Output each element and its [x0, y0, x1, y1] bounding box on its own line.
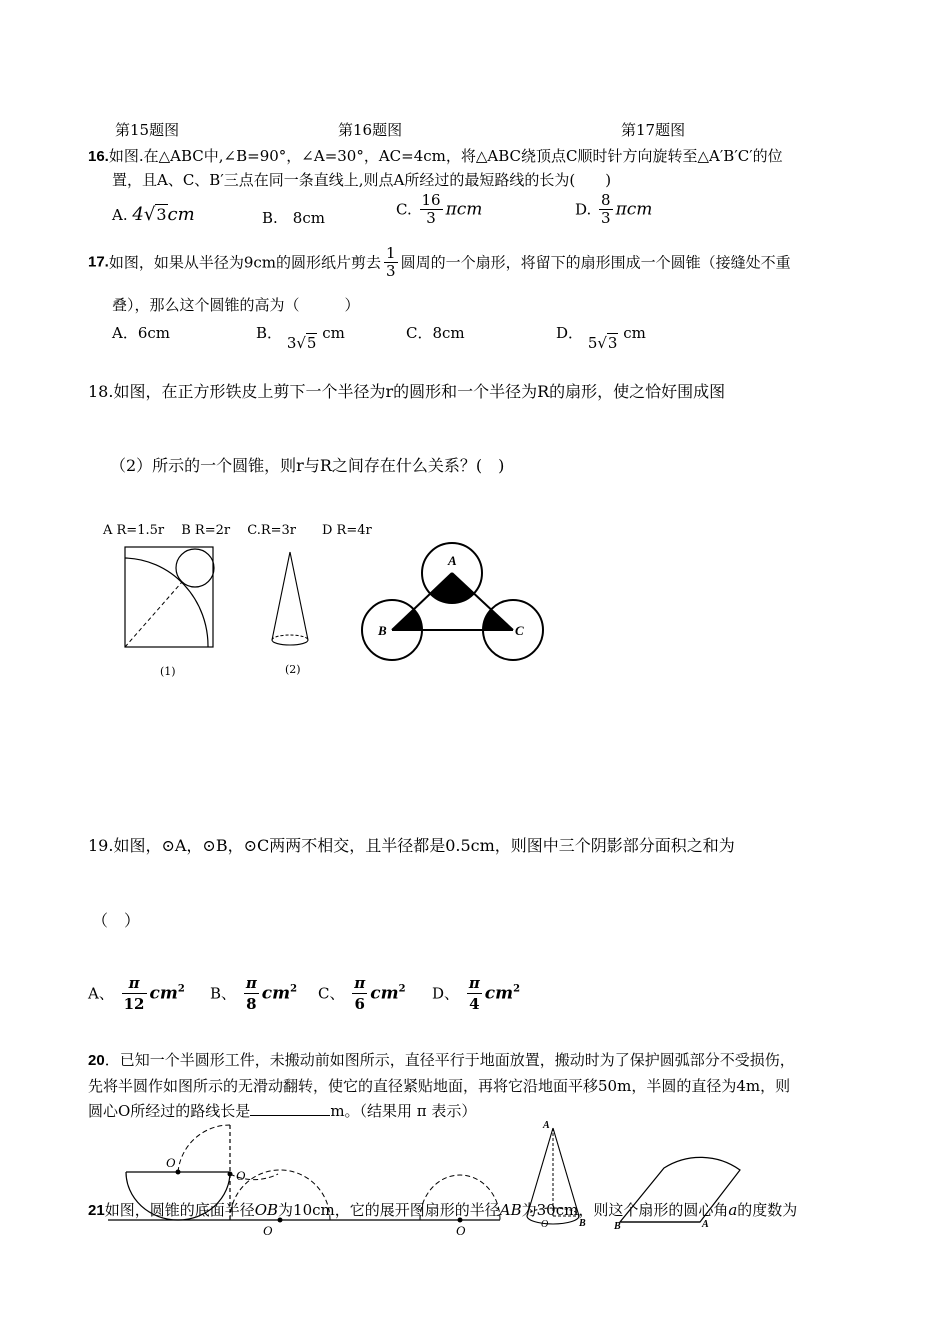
fig18-diagonal	[125, 582, 182, 647]
q19-opt-a-den: 12	[123, 995, 145, 1013]
q19-opt-d-label: D、	[432, 984, 460, 1003]
q16-line1	[88, 146, 783, 167]
q20-line3	[88, 1101, 476, 1121]
q21-number: 21	[88, 1202, 105, 1219]
label-o-3: O	[263, 1223, 273, 1238]
q16-opt-a-coef: 4	[132, 204, 144, 225]
q17-line1	[88, 245, 791, 280]
q17-number: 17.	[88, 253, 109, 271]
q16-number: 16.	[88, 148, 109, 165]
q16-opt-a-radicand: 3	[156, 205, 167, 224]
q19-line2: （ ）	[92, 911, 141, 930]
fig17-caption: 第17题图	[621, 121, 686, 139]
q18-line2: （2）所示的一个圆锥，则r与R之间存在什么关系？( )	[110, 456, 505, 475]
q21-ab: AB	[499, 1201, 522, 1219]
q20-line2: 先将半圆作如图所示的无滑动翻转，使它的直径紧贴地面，再将它沿地面平移50m，半圆的直径为4m，则	[88, 1077, 791, 1095]
fig18-square-figure	[120, 545, 220, 655]
q16-opt-c-label: C.	[396, 200, 412, 219]
q16-option-a: A. 4√3cm	[112, 204, 195, 225]
fig18-cone-base-back	[272, 635, 308, 640]
fig19-figure	[360, 538, 545, 663]
q18-line1: 18.如图，在正方形铁皮上剪下一个半径为r的圆形和一个半径为R的扇形，使之恰好围成图	[88, 382, 726, 401]
q16-opt-c-tail: πcm	[445, 199, 483, 220]
rotation-path-1	[178, 1125, 230, 1172]
q16-opt-a-label: A.	[112, 206, 128, 224]
q17-text1a: 如图，如果从半径为9cm的圆形纸片剪去	[108, 253, 382, 272]
label-o-1: O	[166, 1155, 176, 1170]
q20-answer-blank[interactable]	[250, 1101, 330, 1116]
label-o-2: O	[236, 1168, 246, 1183]
fig18-label-1: (1)	[160, 665, 176, 678]
q19-line1: 19.如图，⊙A，⊙B，⊙C两两不相交，且半径都是0.5cm，则图中三个阴影部分面积之和为	[88, 836, 735, 855]
q21-text-c: 为30cm，则这个扇形的圆心角	[521, 1201, 729, 1219]
label-b: B	[378, 623, 387, 638]
q16-opt-d-label: D.	[575, 200, 592, 219]
fig18-label-2: (2)	[285, 663, 301, 676]
q17-opt-b-unit: cm	[322, 324, 345, 342]
q16-opt-c-num: 16	[421, 191, 441, 209]
fig16-caption: 第16题图	[338, 121, 403, 139]
q21-text-b: 为10cm，它的展开图扇形的半径	[278, 1201, 500, 1219]
q19-opt-c-den: 6	[354, 995, 365, 1013]
q17-text1b: 圆周的一个扇形，将留下的扇形围成一个圆锥（接缝处不重	[400, 253, 791, 272]
q16-text1: 如图.在△ABC中,∠B=90°，∠A=30°，AC=4cm，将△ABC绕顶点C顺时针方向旋转至△A′B′C′的位	[108, 147, 783, 165]
q20-text1: ．已知一个半圆形工件，未搬动前如图所示，直径平行于地面放置，搬动时为了保护圆弧部分不受损伤，	[104, 1051, 795, 1069]
q16-opt-d-tail: πcm	[615, 199, 653, 220]
sector-label-a: A	[702, 1219, 709, 1230]
q17-frac-den: 3	[386, 262, 396, 280]
q17-opt-d-value: 5√3	[587, 334, 618, 352]
q16-line2: 置，且A、C、B′三点在同一条直线上,则点A所经过的最短路线的长为( )	[112, 171, 612, 189]
q16-option-d	[575, 192, 652, 227]
fig18-cone-base-front	[272, 640, 308, 645]
fig18-sector-arc	[125, 558, 208, 647]
q16-option-b: B. 8cm	[262, 209, 325, 227]
fig15-caption: 第15题图	[115, 121, 180, 139]
q16-opt-d-den: 3	[601, 209, 611, 227]
q21-ob: OB	[254, 1201, 279, 1219]
sector-label-b: B	[614, 1221, 621, 1232]
q19-opt-a-label: A、	[88, 984, 114, 1003]
q19-option-d: D、 $\frac{\pi}{4}$ $cm^2$	[432, 974, 521, 1013]
q17-opt-d-unit: cm	[623, 324, 646, 342]
q16-opt-a-unit: cm	[167, 204, 195, 225]
q17-opt-b-label: B．	[256, 324, 283, 342]
q16-opt-c-den: 3	[426, 209, 436, 227]
cone-label-b: B	[579, 1218, 586, 1229]
fig18-small-circle	[176, 549, 214, 587]
q17-option-b	[256, 323, 345, 352]
cone-label-a: A	[543, 1120, 550, 1131]
label-o-4: O	[456, 1223, 466, 1238]
q17-option-c: C．8cm	[406, 324, 465, 342]
q19-opt-c-label: C、	[318, 984, 345, 1003]
q17-option-d	[556, 323, 646, 352]
q19-opt-b-label: B、	[210, 984, 237, 1003]
q21-text-a: 如图，圆锥的底面半径	[104, 1201, 255, 1219]
fig18-cone-left	[272, 552, 290, 640]
q19-opt-b-den: 8	[246, 995, 257, 1013]
q16-opt-d-num: 8	[601, 191, 611, 209]
fig18-cone-figure	[268, 550, 318, 650]
q20-line1	[88, 1050, 795, 1071]
cone-label-o: O	[541, 1219, 549, 1230]
q21-text-d: 的度数为	[737, 1201, 798, 1219]
label-c: C	[515, 623, 524, 638]
q19-option-b: B、 $\frac{\pi}{8}$ $cm^2$	[210, 974, 298, 1013]
q17-opt-d-label: D．	[556, 324, 584, 342]
q17-line2: 叠），那么这个圆锥的高为（ ）	[112, 296, 360, 314]
q21-alpha: a	[728, 1201, 738, 1219]
q21-line	[88, 1200, 797, 1221]
label-a: A	[448, 553, 457, 568]
q18-options: A R=1.5r B R=2r C.R=3r D R=4r	[103, 523, 372, 538]
fig18-cone-right	[290, 552, 308, 640]
q19-option-c: C、 $\frac{\pi}{6}$ $cm^2$	[318, 974, 406, 1013]
q19-option-a: A、 $\frac{\pi}{12}$ $cm^2$	[88, 974, 185, 1013]
q17-frac-num: 1	[386, 244, 396, 262]
q19-opt-d-den: 4	[469, 995, 480, 1013]
q16-option-c	[396, 192, 482, 227]
q20-text3a: 圆心O所经过的路线长是	[88, 1102, 251, 1120]
q17-option-a: A．6cm	[112, 324, 171, 342]
fig20-figure	[108, 1125, 508, 1240]
q17-opt-b-value: 3√5	[286, 334, 317, 352]
q20-text3b: m。（结果用 π 表示）	[330, 1102, 477, 1120]
q20-number: 20	[88, 1052, 105, 1069]
